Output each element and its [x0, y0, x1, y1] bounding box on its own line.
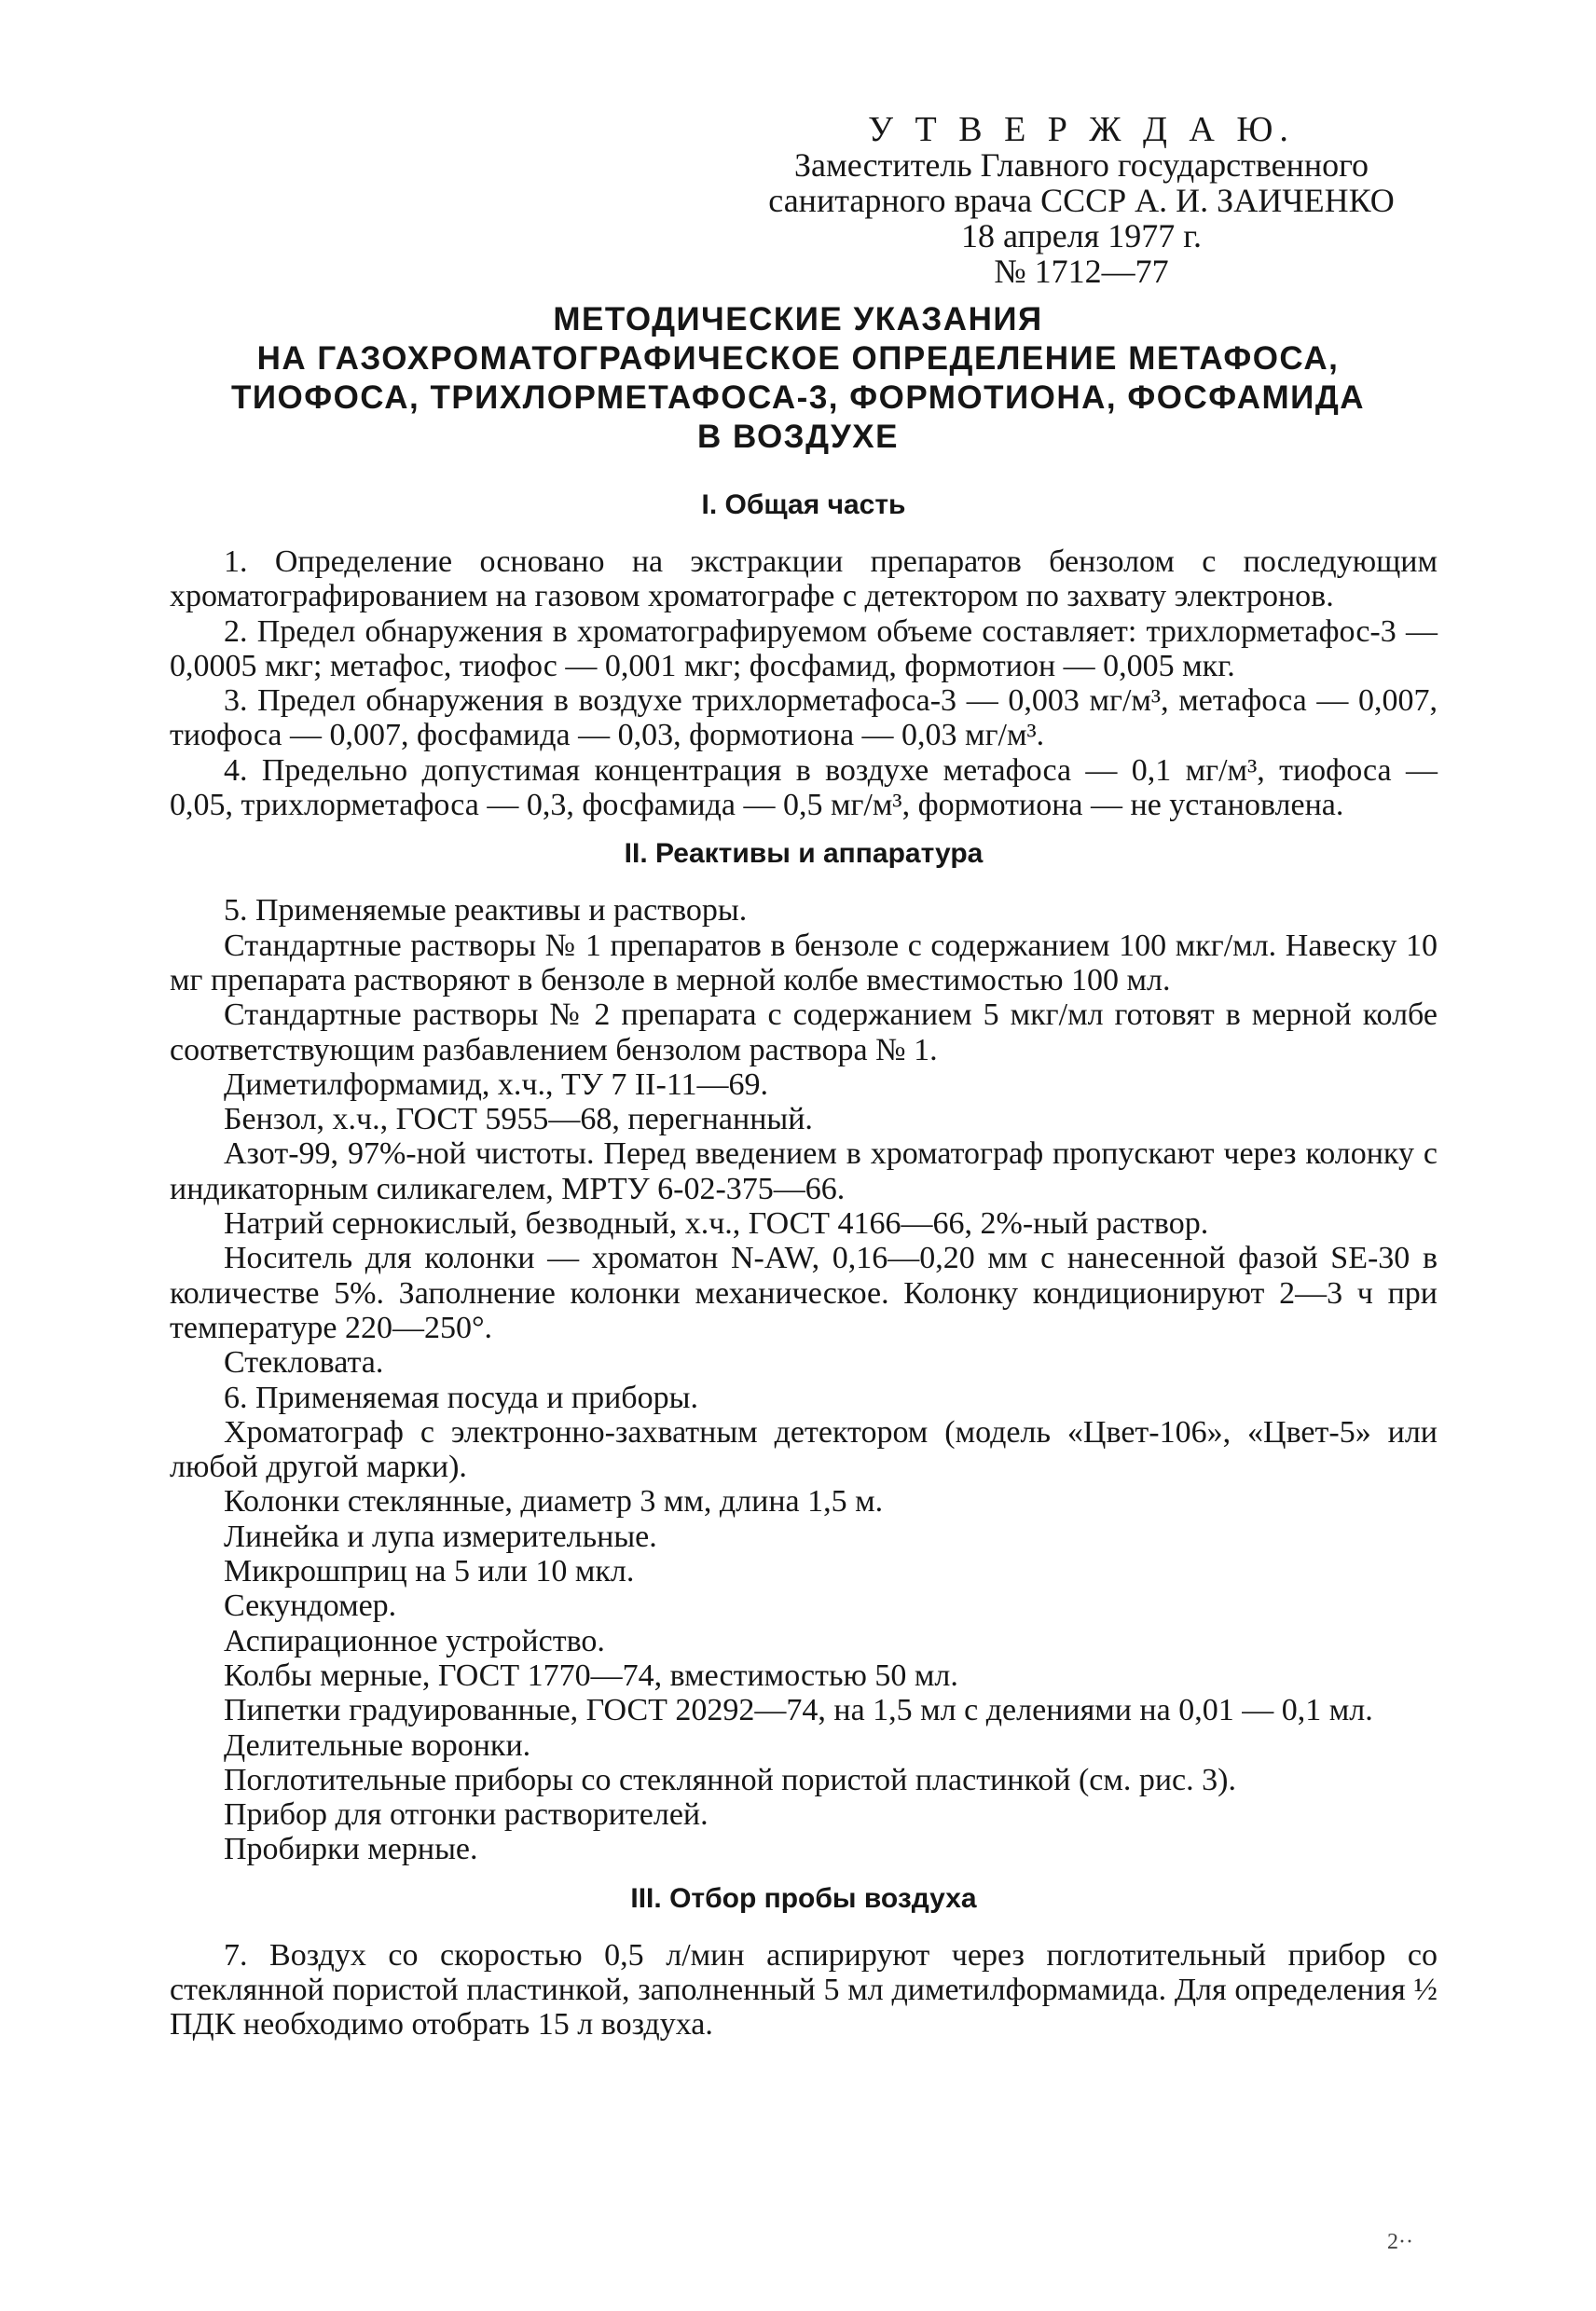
approval-stamp: У Т В Е Р Ж Д А Ю. [868, 110, 1295, 149]
reagent-column-carrier: Носитель для колонки — хроматон N-AW, 0,16—0,20 мм с нанесенной фазой SE-30 в количестве 5%. Заполнение колонки механическое. Колонку кондиционируют 2—3 ч при температуре 220—250°. [170, 1241, 1438, 1345]
reagent-sodium-sulfate: Натрий сернокислый, безводный, х.ч., ГОСТ 4166—66, 2%-ный раствор. [224, 1206, 1209, 1242]
title-line-2: НА ГАЗОХРОМАТОГРАФИЧЕСКОЕ ОПРЕДЕЛЕНИЕ МЕТАФОСА, [256, 340, 1340, 377]
equipment-chromatograph: Хроматограф с электронно-захватным детектором (модель «Цвет-106», «Цвет-5» или любой другой марки). [170, 1414, 1438, 1485]
section-heading-sampling: III. Отбор пробы воздуха [630, 1882, 977, 1914]
equipment-tubes: Пробирки мерные. [224, 1832, 478, 1867]
equipment-ruler: Линейка и лупа измерительные. [224, 1519, 657, 1554]
paragraph-7: 7. Воздух со скоростью 0,5 л/мин аспирируют через поглотительный прибор со стеклянной пористой пластинкой, заполненный 5 мл диметилформамида. Для определения ½ ПДК необходимо отобрать 15 л воздуха. [170, 1937, 1438, 2043]
reagent-glass-wool: Стекловата. [224, 1345, 384, 1381]
equipment-syringe: Микрошприц на 5 или 10 мкл. [224, 1554, 635, 1589]
paragraph-5: 5. Применяемые реактивы и растворы. [224, 893, 748, 929]
equipment-flasks: Колбы мерные, ГОСТ 1770—74, вместимостью 50 мл. [224, 1658, 958, 1693]
approval-position-line-1: Заместитель Главного государственного [793, 146, 1369, 184]
paragraph-6: 6. Применяемая посуда и приборы. [224, 1380, 698, 1415]
section-heading-general: I. Общая часть [701, 489, 906, 520]
approval-number: № 1712—77 [994, 253, 1169, 290]
equipment-aspirator: Аспирационное устройство. [224, 1623, 605, 1658]
approval-block [709, 112, 1454, 289]
paragraph-2: 2. Предел обнаружения в хроматографируемом объеме составляет: трихлорметафос-3 — 0,0005 мкг; метафос, тиофос — 0,001 мкг; фосфамид, формотион — 0,005 мкг. [170, 613, 1438, 683]
equipment-stopwatch: Секундомер. [224, 1589, 397, 1624]
reagent-dmf: Диметилформамид, х.ч., ТУ 7 II-11—69. [224, 1066, 769, 1102]
reagent-benzene: Бензол, х.ч., ГОСТ 5955—68, перегнанный. [224, 1102, 813, 1137]
document-body [170, 487, 1438, 2043]
section-heading-reagents: II. Реактивы и аппаратура [624, 838, 984, 870]
equipment-funnels: Делительные воронки. [224, 1727, 531, 1763]
standard-solution-2: Стандартные растворы № 2 препарата с содержанием 5 мкг/мл готовят в мерной колбе соответствующим разбавлением бензолом раствора № 1. [170, 997, 1438, 1067]
paragraph-4: 4. Предельно допустимая концентрация в воздухе метафоса — 0,1 мг/м³, тиофоса — 0,05, трихлорметафоса — 0,3, фосфамида — 0,5 мг/м³, формотиона — не установлена. [170, 752, 1438, 823]
title-line-4: В ВОЗДУХЕ [697, 419, 899, 455]
paragraph-1: 1. Определение основано на экстракции препаратов бензолом с последующим хроматографированием на газовом хроматографе с детектором по захвату электронов. [170, 544, 1438, 614]
paragraph-3: 3. Предел обнаружения в воздухе трихлорметафоса-3 — 0,003 мг/м³, метафоса — 0,007, тиофоса — 0,007, фосфамида — 0,03, формотиона — 0,03 мг/м³. [170, 683, 1438, 753]
document-title [186, 300, 1410, 457]
title-line-1: МЕТОДИЧЕСКИЕ УКАЗАНИЯ [553, 301, 1043, 337]
title-line-3: ТИОФОСА, ТРИХЛОРМЕТАФОСА-3, ФОРМОТИОНА, ФОСФАМИДА [230, 379, 1366, 416]
approval-position-line-2: санитарного врача СССР А. И. ЗАИЧЕНКО [768, 182, 1395, 219]
reagent-nitrogen: Азот-99, 97%-ной чистоты. Перед введением в хроматограф пропускают через колонку с индикаторным силикагелем, МРТУ 6-02-375—66. [170, 1136, 1438, 1206]
equipment-pipettes: Пипетки градуированные, ГОСТ 20292—74, на 1,5 мл с делениями на 0,01 — 0,1 мл. [224, 1693, 1373, 1728]
approval-date: 18 апреля 1977 г. [961, 217, 1202, 254]
standard-solution-1: Стандартные растворы № 1 препаратов в бензоле с содержанием 100 мкг/мл. Навеску 10 мг препарата растворяют в бензоле в мерной колбе вместимостью 100 мл. [170, 928, 1438, 997]
equipment-distiller: Прибор для отгонки растворителей. [224, 1797, 709, 1833]
page-number: 2·· [1387, 2230, 1413, 2254]
equipment-columns: Колонки стеклянные, диаметр 3 мм, длина 1,5 м. [224, 1484, 884, 1520]
equipment-absorbers: Поглотительные приборы со стеклянной пористой пластинкой (см. рис. 3). [224, 1762, 1236, 1797]
